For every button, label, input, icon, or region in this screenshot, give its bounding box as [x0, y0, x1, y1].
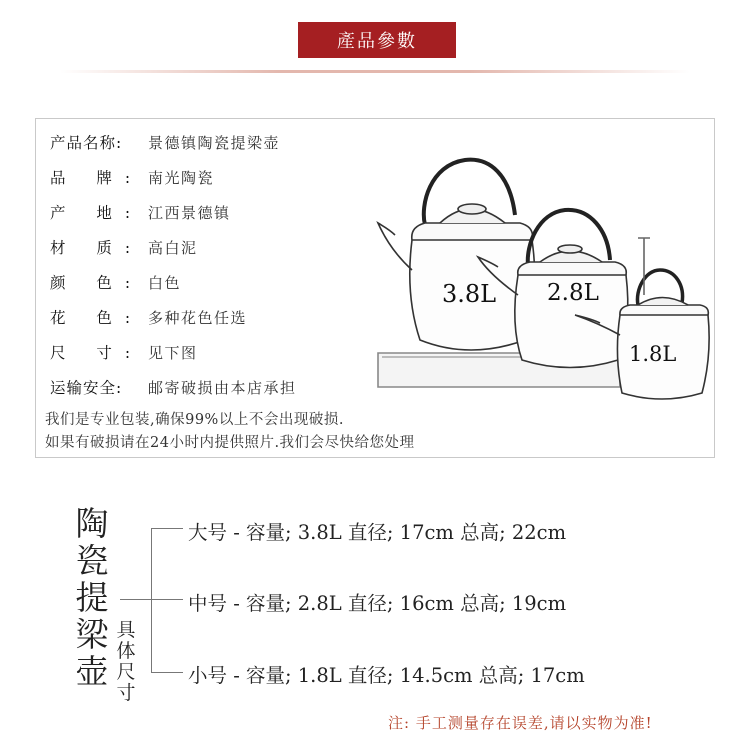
param-row-shipping [50, 376, 297, 398]
param-key: 花 色: [50, 309, 144, 327]
size-row-medium: 中号 - 容量; 2.8L 直径; 16cm 总高; 19cm [188, 592, 567, 615]
subtitle-char: 尺 [116, 661, 136, 683]
title-char: 梁 [75, 615, 109, 654]
banner-divider [60, 70, 690, 73]
title-char: 瓷 [75, 541, 109, 580]
param-key: 尺 寸: [50, 344, 144, 362]
param-row-material [50, 236, 198, 258]
param-value: 南光陶瓷 [148, 168, 215, 187]
param-key: 运输安全: [50, 379, 123, 397]
param-value: 高白泥 [148, 238, 198, 257]
param-key: 品 牌: [50, 169, 144, 187]
param-key: 材 质: [50, 239, 144, 257]
param-key: 产品名称: [50, 134, 123, 152]
param-value: 见下图 [148, 343, 198, 362]
damage-note: 如果有破损请在24小时内提供照片.我们会尽快给您处理 [45, 435, 415, 451]
measurement-footnote: 注: 手工测量存在误差,请以实物为准! [388, 714, 653, 732]
title-char: 提 [75, 578, 109, 617]
title-char: 壶 [75, 652, 109, 691]
param-value: 景德镇陶瓷提梁壶 [148, 133, 281, 152]
subtitle-char: 具 [116, 619, 136, 641]
param-value: 多种花色任选 [148, 308, 248, 327]
param-row-size [50, 341, 198, 363]
param-row-name [50, 131, 280, 153]
size-row-large: 大号 - 容量; 3.8L 直径; 17cm 总高; 22cm [188, 521, 567, 544]
param-row-origin [50, 201, 231, 223]
subtitle-char: 体 [116, 640, 136, 662]
bracket-vertical-line [151, 528, 152, 673]
param-key: 产 地: [50, 204, 144, 222]
bracket-bottom-tick [151, 672, 183, 673]
size-vertical-subtitle [113, 620, 139, 704]
param-row-pattern [50, 306, 247, 328]
param-value: 白色 [148, 273, 182, 292]
section-title-banner [298, 22, 456, 58]
param-row-brand [50, 166, 214, 188]
large-kettle-label: 3.8L [442, 280, 497, 308]
param-value: 江西景德镇 [148, 203, 231, 222]
section-title: 產品參數 [337, 31, 417, 52]
param-key: 颜 色: [50, 274, 144, 292]
bracket-middle-tick [120, 599, 183, 600]
title-char: 陶 [75, 504, 109, 543]
subtitle-char: 寸 [116, 682, 136, 704]
medium-kettle-label: 2.8L [547, 280, 599, 306]
bracket-top-tick [151, 528, 183, 529]
size-row-small: 小号 - 容量; 1.8L 直径; 14.5cm 总高; 17cm [188, 664, 585, 687]
product-vertical-title [72, 505, 112, 690]
small-kettle-label: 1.8L [629, 342, 677, 366]
param-row-color [50, 271, 181, 293]
packaging-note: 我们是专业包装,确保99%以上不会出现破损. [45, 412, 344, 428]
param-value: 邮寄破损由本店承担 [148, 378, 297, 397]
